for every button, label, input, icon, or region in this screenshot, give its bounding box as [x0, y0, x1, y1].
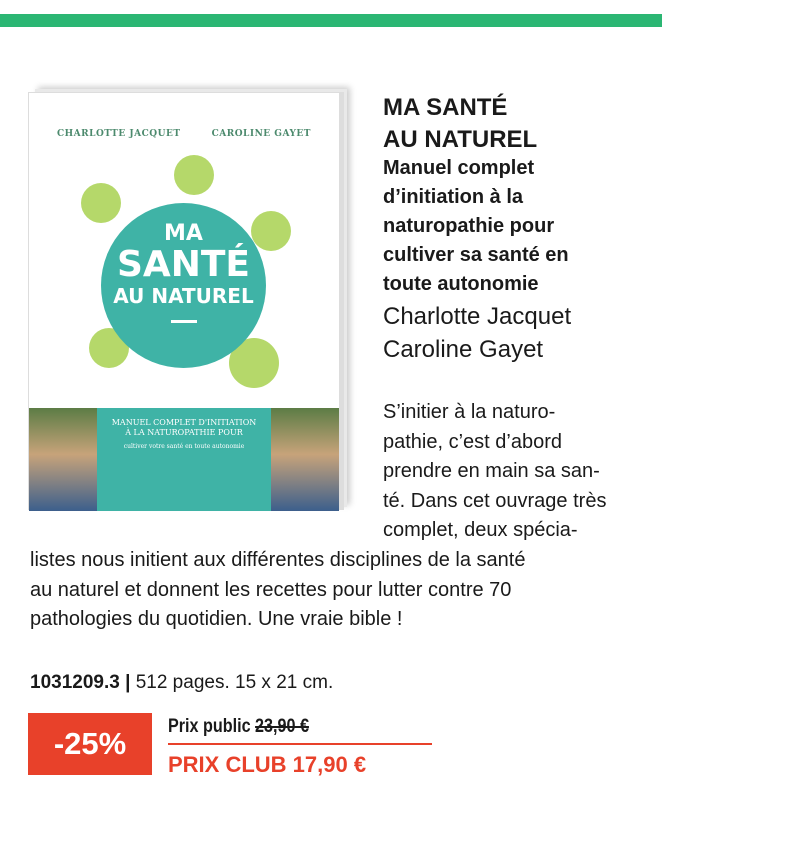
cover-band: MANUEL COMPLET D'INITIATION À LA NATUROPATHIE POUR cultiver votre santé en toute autonomie [29, 408, 339, 511]
discount-badge: -25% [28, 713, 152, 775]
cover-decoration [174, 155, 214, 195]
book-title: MA SANTÉ AU NATUREL [383, 94, 538, 153]
book-authors: Charlotte Jacquet Caroline Gayet [383, 303, 572, 363]
book-reference: 1031209.3 | 512 pages. 15 x 21 cm. [30, 672, 334, 693]
book-cover [28, 92, 340, 510]
public-price: Prix public 23,90 € [168, 716, 309, 737]
top-accent-bar [0, 14, 662, 27]
author-photo [29, 408, 97, 511]
author-photo [271, 408, 339, 511]
book-description: S’initier à la naturo- pathie, c’est d’abord prendre en main sa san- té. Dans cet ouvrage très complet, deux spécia- [383, 401, 607, 542]
cover-author-1: CHARLOTTE JACQUET [57, 129, 181, 139]
cover-decoration [81, 183, 121, 223]
club-price: PRIX CLUB 17,90 € [168, 752, 367, 777]
cover-title-circle: MA SANTÉ AU NATUREL [101, 203, 266, 368]
price-divider [168, 743, 432, 745]
book-subtitle: Manuel complet d’initiation à la naturopathie pour cultiver sa santé en toute autonomie [383, 157, 569, 295]
cover-author-2: CAROLINE GAYET [211, 129, 311, 139]
book-description-cont: listes nous initient aux différentes disciplines de la santé au naturel et donnent les recettes pour lutter contre 70 pathologies du quotidien. Une vraie bible ! [30, 549, 526, 631]
